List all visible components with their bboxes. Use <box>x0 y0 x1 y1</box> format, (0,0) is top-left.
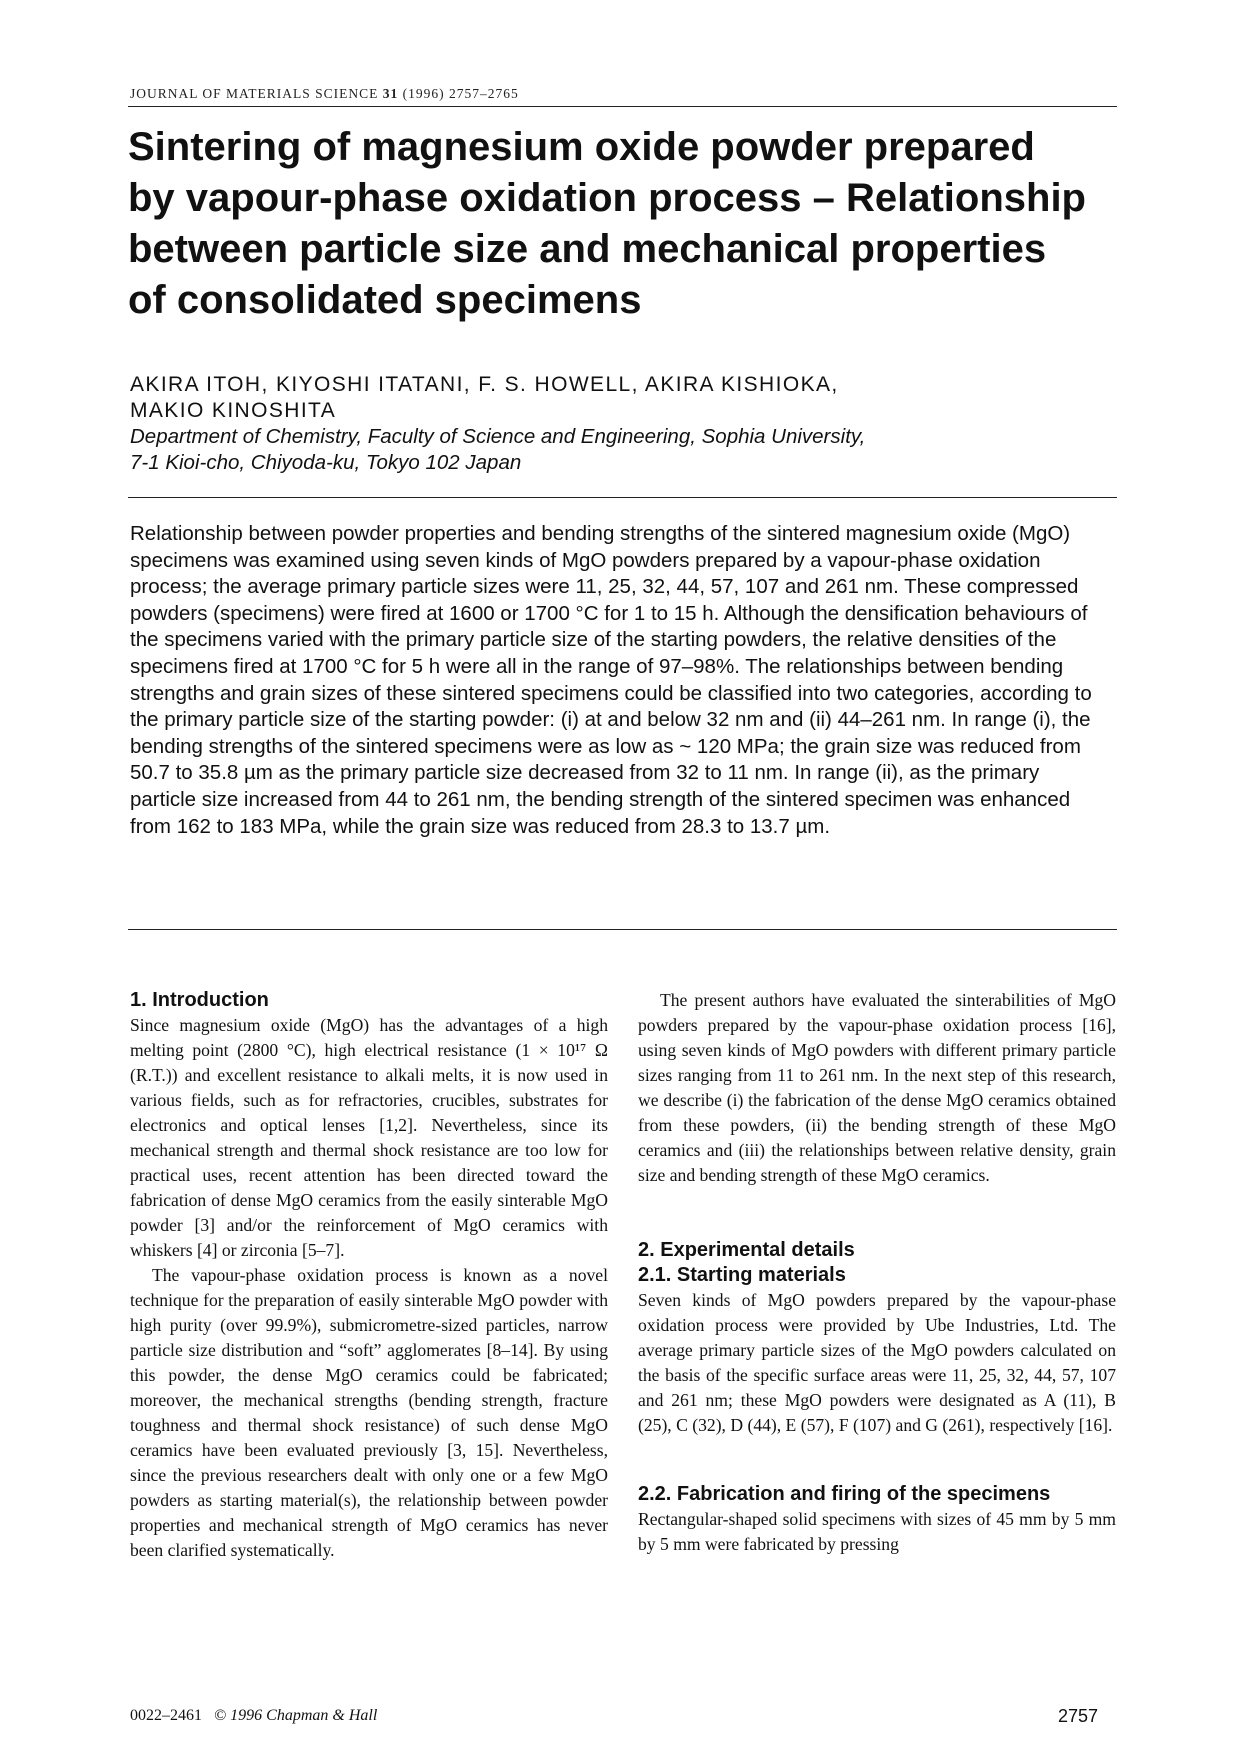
right-column <box>638 988 1116 1557</box>
section-heading-experimental: 2. Experimental details <box>638 1239 855 1261</box>
section-heading-introduction: 1. Introduction <box>130 989 269 1011</box>
authors-line-1: AKIRA ITOH, KIYOSHI ITATANI, F. S. HOWELL, AKIRA KISHIOKA, <box>130 373 839 396</box>
affiliation-line-2: 7-1 Kioi-cho, Chiyoda-ku, Tokyo 102 Japan <box>130 451 522 474</box>
experimental-paragraph-1: Seven kinds of MgO powders prepared by the vapour-phase oxidation process were provided by Ube Industries, Ltd. The average primary particle sizes of the MgO powders calculated on the basis of the specific surface areas were 11, 25, 32, 44, 57, 107 and 261 nm; these MgO powders were designated as A (11), B (25), C (32), D (44), E (57), F (107) and G (261), respectively [16]. <box>638 1290 1116 1435</box>
journal-year-pages: (1996) 2757–2765 <box>402 86 519 101</box>
author-list <box>130 372 1110 424</box>
header-rule <box>128 106 1117 107</box>
experimental-paragraph-2: Rectangular-shaped solid specimens with sizes of 45 mm by 5 mm by 5 mm were fabricated by pressing <box>638 1509 1116 1554</box>
page-number: 2757 <box>1058 1706 1099 1726</box>
authors-line-2: MAKIO KINOSHITA <box>130 399 337 422</box>
intro-paragraph-3: The present authors have evaluated the sinterabilities of MgO powders prepared by the vapour-phase oxidation process [16], using seven kinds of MgO powders with different primary particle sizes ranging from 11 to 261 nm. In the next step of this research, we describe (i) the fabrication of the dense MgO ceramics obtained from these powders, (ii) the bending strength of these MgO ceramics and (iii) the relationships between relative density, grain size and bending strength of these MgO ceramics. <box>638 990 1116 1185</box>
journal-volume: 31 <box>382 86 399 101</box>
left-column <box>130 988 608 1563</box>
abstract-bottom-rule <box>128 929 1117 930</box>
journal-name: JOURNAL OF MATERIALS SCIENCE <box>130 86 379 101</box>
affiliation-line-1: Department of Chemistry, Faculty of Science and Engineering, Sophia University, <box>130 425 866 448</box>
intro-paragraph-1: Since magnesium oxide (MgO) has the advantages of a high melting point (2800 °C), high electrical resistance (1 × 10¹⁷ Ω (R.T.)) and excellent resistance to alkali melts, it is now used in various fields, such as for refractories, crucibles, substrates for electronics and optical lenses [1,2]. Nevertheless, since its mechanical strength and thermal shock resistance are too low for practical uses, recent attention has been directed toward the fabrication of dense MgO ceramics from the easily sinterable MgO powder [3] and/or the reinforcement of MgO ceramics with whiskers [4] or zirconia [5–7]. <box>130 1015 608 1260</box>
abstract: Relationship between powder properties and bending strengths of the sintered magnesium oxide (MgO) specimens was examined using seven kinds of MgO powders prepared by a vapour-phase oxidation process; the average primary particle sizes were 11, 25, 32, 44, 57, 107 and 261 nm. These compressed powders (specimens) were fired at 1600 or 1700 °C for 1 to 15 h. Although the densification behaviours of the specimens varied with the primary particle size of the starting powders, the relative densities of the specimens fired at 1700 °C for 5 h were all in the range of 97–98%. The relationships between bending strengths and grain sizes of these sintered specimens could be classified into two categories, according to the primary particle size of the starting powder: (i) at and below 32 nm and (ii) 44–261 nm. In range (i), the bending strengths of the sintered specimens were as low as ~ 120 MPa; the grain size was reduced from 50.7 to 35.8 µm as the primary particle size decreased from 32 to 11 nm. In range (ii), as the primary particle size increased from 44 to 261 nm, the bending strength of the sintered specimen was enhanced from 162 to 183 MPa, while the grain size was reduced from 28.3 to 13.7 µm. <box>130 522 1092 838</box>
intro-paragraph-2: The vapour-phase oxidation process is known as a novel technique for the preparation of easily sinterable MgO powder with high purity (over 99.9%), submicrometre-sized particles, narrow particle size distribution and “soft” agglomerates [8–14]. By using this powder, the dense MgO ceramics could be fabricated; moreover, the mechanical strengths (bending strength, fracture toughness and thermal shock resistance) of such dense MgO ceramics have been evaluated previously [3, 15]. Nevertheless, since the previous researchers dealt with only one or a few MgO powders as starting material(s), the relationship between powder properties and mechanical strength of MgO ceramics has never been clarified systematically. <box>130 1265 608 1560</box>
affiliation <box>130 424 1110 476</box>
footer-left <box>130 1707 377 1725</box>
paper-title: Sintering of magnesium oxide powder prepared by vapour-phase oxidation process – Relationship between particle size and mechanical properties of consolidated specimens <box>128 125 1086 322</box>
subsection-heading-starting-materials: 2.1. Starting materials <box>638 1264 846 1286</box>
subsection-heading-fabrication: 2.2. Fabrication and firing of the specimens <box>638 1483 1051 1505</box>
journal-header <box>130 86 519 102</box>
abstract-top-rule <box>128 497 1117 498</box>
copyright-notice: © 1996 Chapman & Hall <box>214 1707 378 1724</box>
issn-code: 0022–2461 <box>130 1707 202 1724</box>
